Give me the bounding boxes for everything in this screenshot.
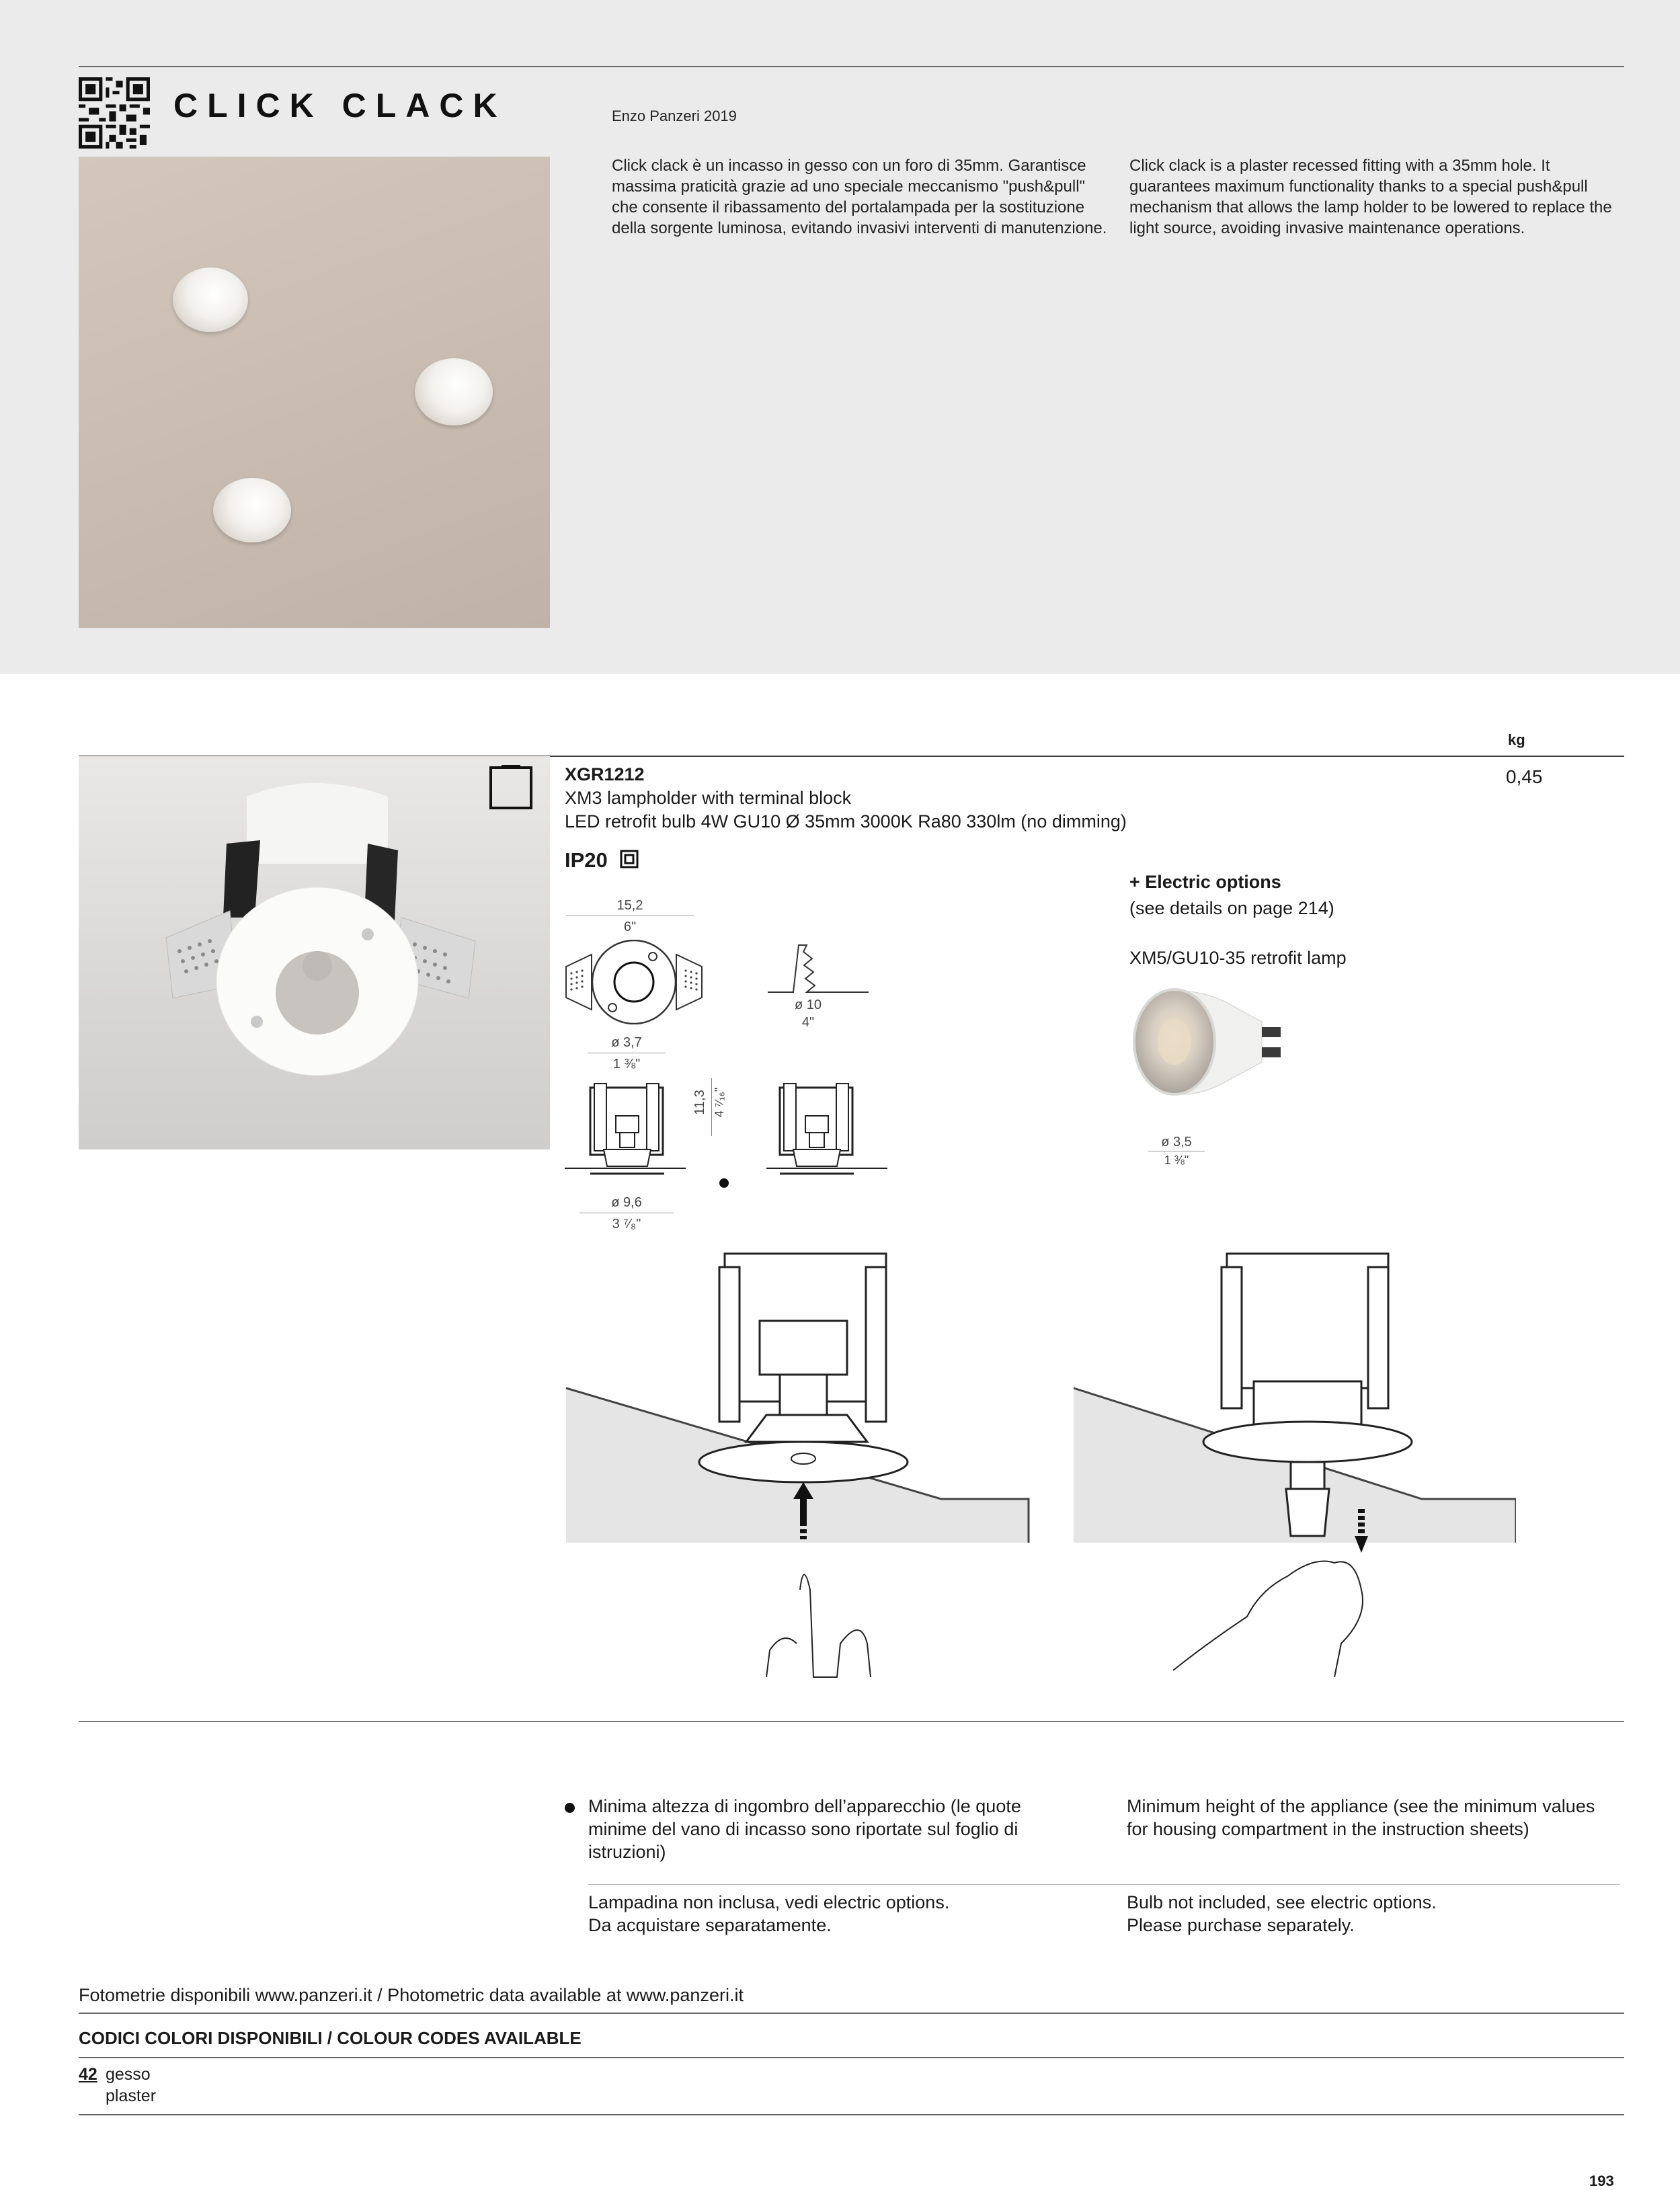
ceiling-spot xyxy=(415,358,493,425)
note-bulb-english-2: Please purchase separately. xyxy=(1127,1915,1355,1935)
qr-code-icon[interactable] xyxy=(79,77,150,149)
footer-rule xyxy=(79,2013,1624,2014)
ceiling-spot xyxy=(213,478,291,542)
bullet-dot-icon xyxy=(565,1803,575,1813)
pull-remove-illustration xyxy=(1072,1240,1516,1704)
colour-name-italian: gesso xyxy=(106,2065,151,2084)
cut-out-in: 4" xyxy=(801,1015,815,1030)
colour-name-english: plaster xyxy=(106,2086,157,2105)
cut-out-cm: ø 10 xyxy=(794,998,822,1012)
colour-codes-title: CODICI COLORI DISPONIBILI / COLOUR CODES AVAILABLE xyxy=(79,2028,582,2048)
lamp-diameter-in: 1 ⅜" xyxy=(1164,1153,1189,1167)
product-line-2: LED retrofit bulb 4W GU10 Ø 35mm 3000K Ra80 330lm (no dimming) xyxy=(565,811,1127,832)
electric-options-title: + Electric options xyxy=(1129,872,1281,892)
hole-diameter-in: 1 ⅜" xyxy=(612,1057,641,1071)
retrofit-lamp-image xyxy=(1124,981,1292,1116)
notes-divider xyxy=(588,1884,1620,1885)
height-cm: 11,3 xyxy=(692,1090,707,1115)
footer-rule xyxy=(79,2057,1624,2058)
hole-diameter-cm: ø 3,7 xyxy=(611,1035,642,1050)
note-bulb-italian-2: Da acquistare separatamente. xyxy=(588,1915,832,1935)
weight-column-header: kg xyxy=(1508,731,1525,748)
note-bulb-italian-1: Lampadina non inclusa, vedi electric options. xyxy=(588,1892,950,1912)
bullet-dot-icon xyxy=(719,1178,729,1188)
ambient-photo xyxy=(79,157,550,628)
base-diameter-cm: ø 9,6 xyxy=(611,1195,642,1210)
ip-rating: IP20 xyxy=(565,848,608,872)
product-photo xyxy=(79,756,550,1149)
description-italian: Click clack è un incasso in gesso con un foro di 35mm. Garantisce massima praticità grazie ad uno speciale meccanismo "push&pull" che consente il ribassamento del portalampada per la sostituzione della sorgente luminosa, evitando invasivi interventi di manutenzione. xyxy=(612,157,1107,237)
notes-rule xyxy=(79,1721,1624,1722)
ceiling-spot xyxy=(173,268,248,332)
base-diameter-in: 3 ⁷⁄₈" xyxy=(612,1217,641,1231)
product-weight: 0,45 xyxy=(1506,766,1543,787)
installation-type-icon-bar xyxy=(502,765,520,769)
electric-options-ref: (see details on page 214) xyxy=(1129,898,1334,918)
note-height-italian: Minima altezza di ingombro dell’apparecchio (le quote minime del vano di incasso sono riportate sul foglio di istruzioni) xyxy=(588,1796,1021,1862)
width-in: 6" xyxy=(623,920,637,934)
top-rule xyxy=(79,66,1624,67)
side-view-drawing-left xyxy=(563,1082,686,1183)
top-view-drawing xyxy=(565,940,703,1024)
description-english: Click clack is a plaster recessed fitting with a 35mm hole. It guarantees maximum functionality thanks to a special push&pull mechanism that allows the lamp holder to be lowered to replace the light source, avoiding invasive maintenance operations. xyxy=(1129,157,1612,237)
page-number: 193 xyxy=(1589,2173,1614,2189)
push-install-illustration xyxy=(565,1240,1035,1704)
insulation-class-icon xyxy=(620,850,639,868)
retrofit-lamp-name: XM5/GU10-35 retrofit lamp xyxy=(1129,948,1347,968)
colour-code: 42 xyxy=(79,2065,97,2084)
note-height-english: Minimum height of the appliance (see the minimum values for housing compartment in the instruction sheets) xyxy=(1127,1796,1595,1839)
width-cm: 15,2 xyxy=(616,898,643,913)
height-in: 4 ⁷⁄₁₆" xyxy=(713,1087,726,1118)
product-code: XGR1212 xyxy=(565,764,645,784)
lamp-diameter-cm: ø 3,5 xyxy=(1161,1135,1192,1149)
cut-out-drawing xyxy=(766,938,874,999)
footer-rule xyxy=(79,2114,1624,2115)
photometric-link[interactable]: Fotometrie disponibili www.panzeri.it / Photometric data available at www.panzeri.it xyxy=(79,1985,744,2005)
side-view-drawing-right xyxy=(766,1082,889,1183)
dimension-rule xyxy=(711,1078,712,1136)
installation-type-icon xyxy=(489,766,532,809)
product-line-1: XM3 lampholder with terminal block xyxy=(565,788,852,808)
page-title: CLICK CLACK xyxy=(173,87,507,124)
designer-credit: Enzo Panzeri 2019 xyxy=(612,108,737,124)
note-bulb-english-1: Bulb not included, see electric options. xyxy=(1127,1892,1437,1912)
